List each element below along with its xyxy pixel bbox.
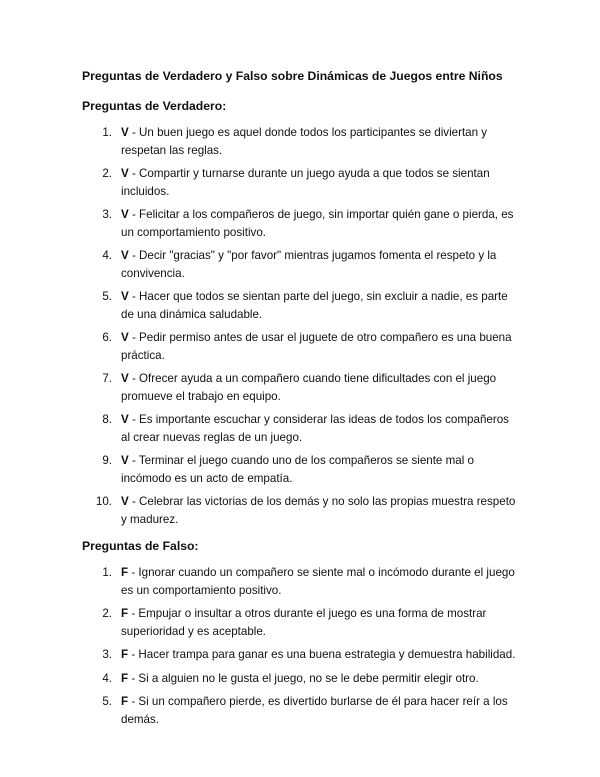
item-number: 1.: [102, 126, 112, 139]
false-question-item: [82, 693, 518, 728]
answer-letter: V: [121, 331, 129, 344]
document-title: Preguntas de Verdadero y Falso sobre Dinámicas de Juegos entre Niños: [82, 69, 503, 83]
item-number: 5.: [102, 290, 112, 303]
item-text: [118, 165, 518, 200]
answer-letter: V: [121, 167, 129, 180]
statement: - Terminar el juego cuando uno de los compañeros se siente mal o incómodo es un acto de empatía.: [121, 454, 474, 485]
answer-letter: F: [121, 695, 129, 708]
item-text: [118, 206, 518, 241]
statement: - Ignorar cuando un compañero se siente mal o incómodo durante el juego es un comportamiento positivo.: [121, 566, 515, 597]
item-number: 8.: [102, 413, 112, 426]
true-question-item: [82, 370, 518, 405]
document-body: [82, 68, 518, 738]
item-text: [118, 493, 518, 528]
true-question-item: [82, 165, 518, 200]
item-text: [118, 411, 518, 446]
statement: - Es importante escuchar y considerar las ideas de todos los compañeros al crear nuevas reglas de un juego.: [121, 413, 509, 444]
true-question-item: [82, 411, 518, 446]
item-number: 7.: [102, 372, 112, 385]
answer-letter: V: [121, 372, 129, 385]
true-question-item: [82, 329, 518, 364]
false-question-item: [82, 646, 518, 664]
item-text: [118, 247, 518, 282]
item-number: 4.: [102, 249, 112, 262]
answer-letter: V: [121, 495, 129, 508]
item-text: [118, 370, 518, 405]
answer-letter: V: [121, 249, 129, 262]
answer-letter: F: [121, 671, 129, 685]
true-question-item: [82, 452, 518, 487]
item-number: 3.: [102, 648, 112, 661]
statement: - Empujar o insultar a otros durante el juego es una forma de mostrar superioridad y es aceptable.: [121, 607, 487, 638]
item-text: [118, 646, 518, 664]
answer-letter: V: [121, 208, 129, 221]
statement: - Decir "gracias" y "por favor" mientras jugamos fomenta el respeto y la convivencia.: [121, 249, 497, 280]
item-number: 2.: [102, 167, 112, 180]
statement: - Un buen juego es aquel donde todos los participantes se diviertan y respetan las reglas.: [121, 126, 488, 157]
true-questions-list: [82, 124, 518, 528]
answer-letter: F: [121, 607, 129, 620]
item-number: 2.: [102, 607, 112, 620]
statement: - Hacer que todos se sientan parte del juego, sin excluir a nadie, es parte de una dinámica saludable.: [121, 290, 508, 321]
statement: - Felicitar a los compañeros de juego, sin importar quién gane o pierda, es un comportamiento positivo.: [121, 208, 514, 239]
true-question-item: [82, 288, 518, 323]
true-question-item: [82, 206, 518, 241]
answer-letter: F: [121, 566, 129, 579]
item-text: [118, 452, 518, 487]
item-text: [118, 670, 518, 688]
item-number: 4.: [102, 671, 112, 685]
statement: - Pedir permiso antes de usar el juguete de otro compañero es una buena práctica.: [121, 331, 512, 362]
true-question-item: [82, 493, 518, 528]
answer-letter: V: [121, 126, 129, 139]
false-section-heading: Preguntas de Falso:: [82, 539, 199, 553]
answer-letter: F: [121, 648, 129, 661]
false-questions-list: [82, 564, 518, 728]
answer-letter: V: [121, 290, 129, 303]
statement: - Si un compañero pierde, es divertido burlarse de él para hacer reír a los demás.: [121, 695, 508, 726]
item-number: 3.: [102, 208, 112, 221]
item-text: [118, 124, 518, 159]
item-number: 1.: [102, 566, 112, 579]
item-text: [118, 605, 518, 640]
item-number: 10.: [95, 495, 112, 508]
answer-letter: V: [121, 413, 129, 426]
statement: - Hacer trampa para ganar es una buena estrategia y demuestra habilidad.: [128, 648, 516, 661]
item-number: 5.: [102, 695, 112, 708]
statement: - Celebrar las victorias de los demás y no solo las propias muestra respeto y madurez.: [121, 495, 516, 526]
statement: - Ofrecer ayuda a un compañero cuando tiene dificultades con el juego promueve el trabajo en equipo.: [121, 372, 497, 403]
answer-letter: V: [121, 454, 129, 467]
false-question-item: [82, 564, 518, 599]
statement: - Compartir y turnarse durante un juego ayuda a que todos se sientan incluidos.: [121, 167, 490, 198]
item-text: [118, 329, 518, 364]
false-question-item: [82, 670, 518, 688]
item-number: 9.: [102, 454, 112, 467]
item-number: 6.: [102, 331, 112, 344]
statement: - Si a alguien no le gusta el juego, no se le debe permitir elegir otro.: [128, 671, 479, 685]
item-text: [118, 288, 518, 323]
item-text: [118, 564, 518, 599]
item-text: [118, 693, 518, 728]
true-section-heading: Preguntas de Verdadero:: [82, 99, 227, 113]
false-question-item: [82, 605, 518, 640]
true-question-item: [82, 247, 518, 282]
true-question-item: [82, 124, 518, 159]
